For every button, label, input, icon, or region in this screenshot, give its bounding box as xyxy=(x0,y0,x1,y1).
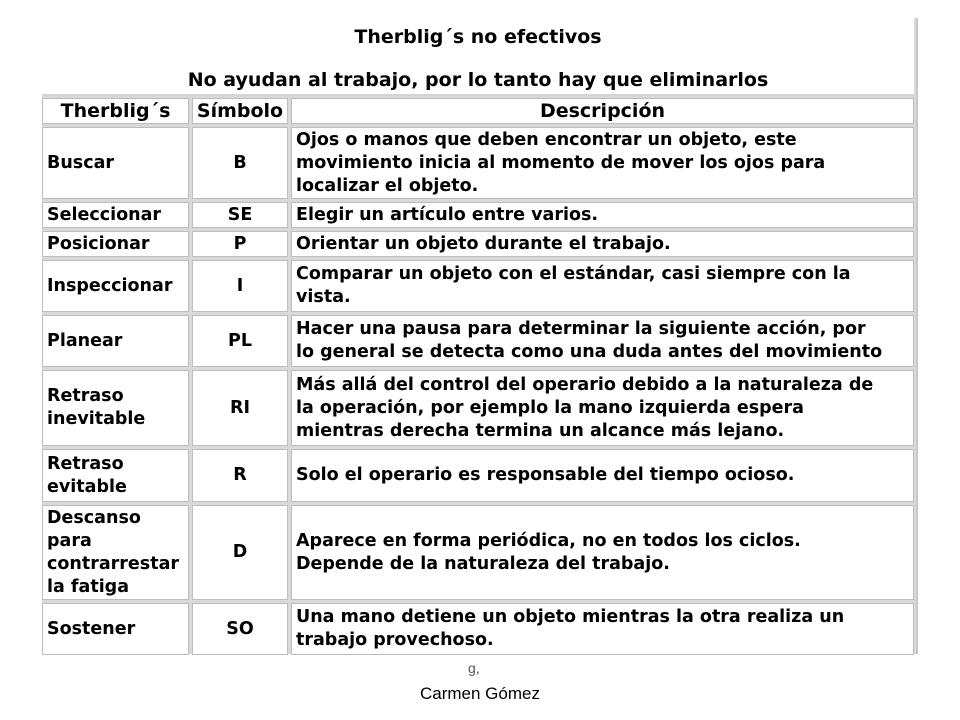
row-symbol: R xyxy=(192,449,288,502)
row-symbol: P xyxy=(192,231,288,257)
header-therblig: Therblig´s xyxy=(42,98,189,124)
table-subtitle: No ayudan al trabajo, por lo tanto hay que eliminarlos xyxy=(187,69,769,91)
row-name: Seleccionar xyxy=(42,202,189,228)
table-title-block xyxy=(42,18,914,96)
row-symbol: SO xyxy=(192,603,288,655)
row-description: Orientar un objeto durante el trabajo. xyxy=(291,231,914,257)
table-grid xyxy=(42,98,914,655)
row-name: Planear xyxy=(42,315,189,367)
row-description: Una mano detiene un objeto mientras la otra realiza un trabajo provechoso. xyxy=(291,603,914,655)
row-description: Ojos o manos que deben encontrar un objeto, este movimiento inicia al momento de mover los ojos para localizar el objeto. xyxy=(291,127,914,199)
row-name: Inspeccionar xyxy=(42,260,189,312)
row-name: Retraso inevitable xyxy=(42,370,189,446)
row-symbol: PL xyxy=(192,315,288,367)
row-description: Solo el operario es responsable del tiempo ocioso. xyxy=(291,449,914,502)
author-footer: Carmen Gómez xyxy=(420,684,540,703)
row-name: Posicionar xyxy=(42,231,189,257)
row-name: Sostener xyxy=(42,603,189,655)
table-title: Therblig´s no efectivos xyxy=(354,26,602,48)
row-name: Buscar xyxy=(42,127,189,199)
row-description: Comparar un objeto con el estándar, casi siempre con la vista. xyxy=(291,260,914,312)
row-description: Aparece en forma periódica, no en todos los ciclos. Depende de la naturaleza del trabajo. xyxy=(291,505,914,600)
row-name: Retraso evitable xyxy=(42,449,189,502)
row-symbol: I xyxy=(192,260,288,312)
row-name: Descanso para contrarrestar la fatiga xyxy=(42,505,189,600)
row-symbol: D xyxy=(192,505,288,600)
row-description: Hacer una pausa para determinar la siguiente acción, por lo general se detecta como una duda antes del movimiento xyxy=(291,315,914,367)
header-descripcion: Descripción xyxy=(291,98,914,124)
header-simbolo: Símbolo xyxy=(192,98,288,124)
row-symbol: RI xyxy=(192,370,288,446)
row-description: Más allá del control del operario debido a la naturaleza de la operación, por ejemplo la mano izquierda espera mientras derecha termina un alcance más lejano. xyxy=(291,370,914,446)
therbligs-table xyxy=(42,18,918,654)
row-symbol: SE xyxy=(192,202,288,228)
row-symbol: B xyxy=(192,127,288,199)
row-description: Elegir un artículo entre varios. xyxy=(291,202,914,228)
footer-glyph: g, xyxy=(468,660,480,676)
